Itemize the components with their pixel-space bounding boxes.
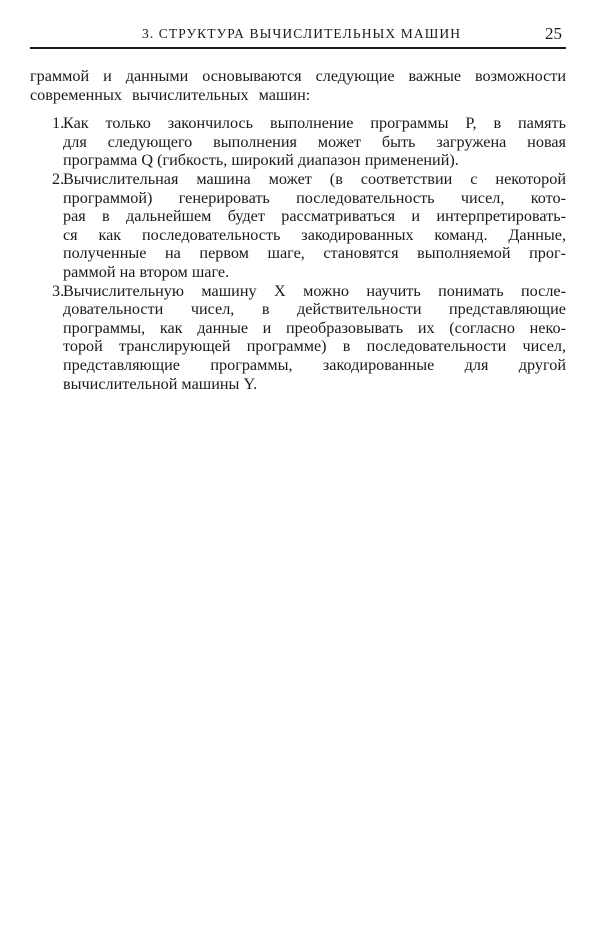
text-line: для следующего выполнения может быть загружена новая	[63, 132, 566, 151]
text-line: граммой и данными основываются следующие важные возможности	[30, 67, 566, 85]
text-line: Как только закончилось выполнение программы P, в память	[63, 114, 566, 133]
list-item-number: 2.	[52, 169, 65, 188]
intro-paragraph	[30, 67, 566, 104]
text-line: раммой на втором шаге.	[63, 262, 230, 281]
header-rule	[30, 47, 566, 49]
page-number: 25	[545, 24, 562, 43]
running-head	[30, 26, 566, 54]
list-item-text	[63, 170, 566, 282]
text-line: ся как последовательность закодированных команд. Данные,	[63, 225, 566, 244]
list-item-text	[63, 282, 566, 394]
text-line: программа Q (гибкость, широкий диапазон применений).	[63, 151, 459, 170]
text-line: торой транслирующей программе) в последовательности чисел,	[63, 337, 566, 356]
text-line: довательности чисел, в действительности представляющие	[63, 300, 566, 319]
list-item-number: 3.	[52, 281, 65, 300]
text-line: полученные на первом шаге, становятся выполняемой прог-	[63, 244, 566, 263]
list-item-3	[30, 282, 566, 394]
running-title: 3. СТРУКТУРА ВЫЧИСЛИТЕЛЬНЫХ МАШИН	[142, 26, 462, 41]
text-line: рая в дальнейшем будет рассматриваться и интерпретировать-	[63, 207, 566, 226]
text-line: программы, как данные и преобразовывать их (согласно неко-	[63, 318, 566, 337]
list-item-text	[63, 114, 566, 170]
numbered-list	[30, 114, 566, 393]
text-line: современных вычислительных машин:	[30, 85, 311, 104]
text-line: программой) генерировать последовательность чисел, кото-	[63, 188, 566, 207]
text-line: Вычислительная машина может (в соответствии с некоторой	[63, 169, 566, 188]
list-item-2	[30, 170, 566, 282]
body-text	[30, 67, 566, 393]
text-line: Вычислительную машину X можно научить понимать после-	[63, 281, 566, 300]
list-item-number: 1.	[52, 114, 65, 133]
text-line: представляющие программы, закодированные для другой	[63, 355, 566, 374]
text-line: вычислительной машины Y.	[63, 374, 258, 393]
list-item-1	[30, 114, 566, 170]
